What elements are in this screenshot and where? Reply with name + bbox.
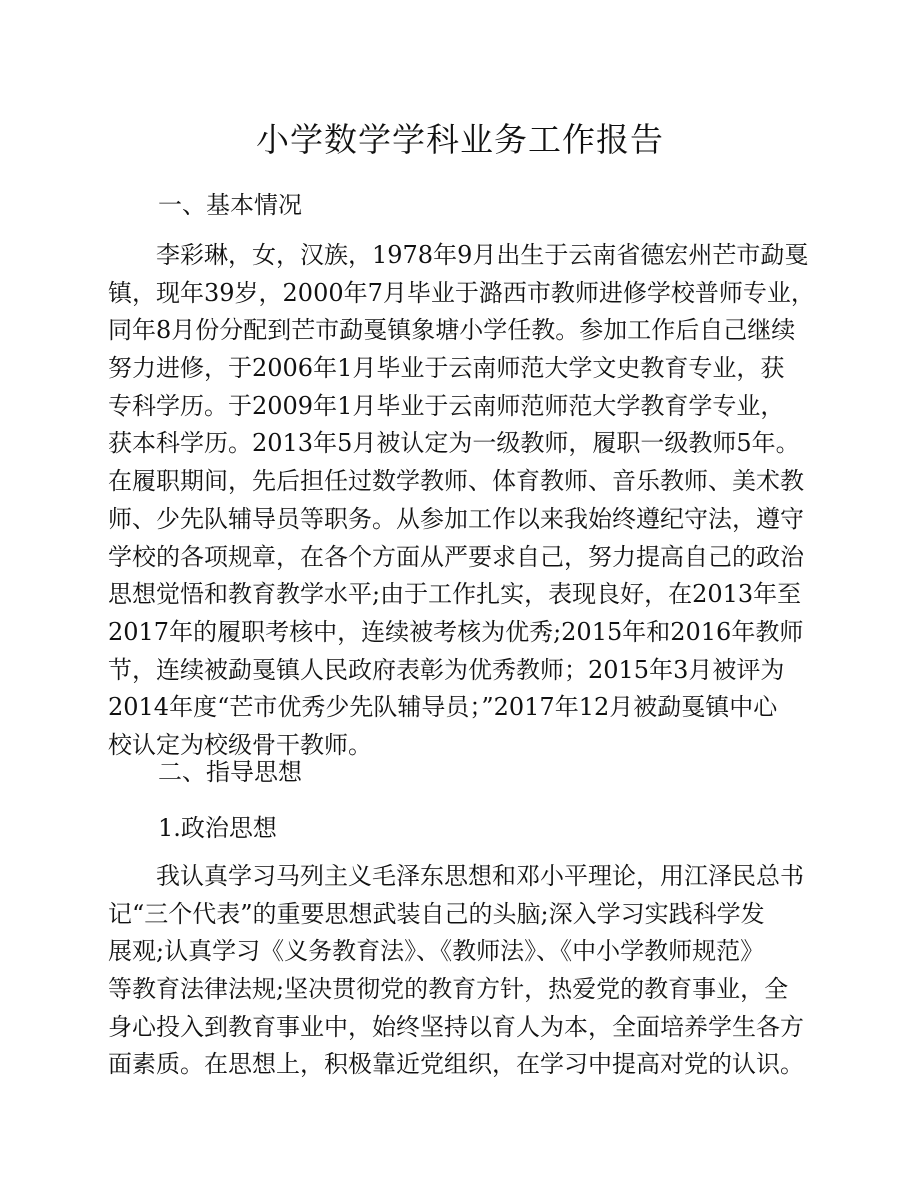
paragraph-line: 镇，现年39岁，2000年7月毕业于潞西市教师进修学校普师专业， [108, 278, 815, 307]
section-heading-basic-info: 一、基本情况 [158, 191, 302, 219]
paragraph-line: 同年8月份分配到芒市勐戛镇象塘小学任教。参加工作后自己继续 [108, 316, 796, 345]
paragraph-line: 李彩琳，女，汉族，1978年9月出生于云南省德宏州芒市勐戛 [108, 241, 809, 269]
paragraph-line: 节，连续被勐戛镇人民政府表彰为优秀教师；2015年3月被评为 [108, 655, 785, 684]
paragraph-line: 专科学历。于2009年1月毕业于云南师范师范大学教育学专业， [108, 391, 785, 420]
paragraph-line: 2014年度“芒市优秀少先队辅导员；”2017年12月被勐戛镇中心 [108, 693, 778, 722]
paragraph-line: 2017年的履职考核中，连续被考核为优秀;2015年和2016年教师 [108, 617, 804, 646]
paragraph-line: 师、少先队辅导员等职务。从参加工作以来我始终遵纪守法，遵守 [108, 504, 804, 533]
paragraph-line: 学校的各项规章，在各个方面从严要求自己，努力提高自己的政治 [108, 542, 804, 571]
subsection-heading-political-thought: 1.政治思想 [158, 814, 277, 842]
paragraph-line: 面素质。在思想上，积极靠近党组织，在学习中提高对党的认识。 [108, 1050, 804, 1079]
paragraph-line: 思想觉悟和教育教学水平;由于工作扎实，表现良好，在2013年至 [108, 580, 802, 609]
political-thought-paragraph [108, 858, 828, 1084]
paragraph-line: 获本科学历。2013年5月被认定为一级教师，履职一级教师5年。 [108, 429, 800, 458]
paragraph-line: 等教育法律法规;坚决贯彻党的教育方针，热爱党的教育事业，全 [108, 975, 789, 1004]
section-heading-guiding-thought: 二、指导思想 [158, 758, 302, 786]
paragraph-line: 在履职期间，先后担任过数学教师、体育教师、音乐教师、美术教 [108, 467, 804, 496]
document-title: 小学数学学科业务工作报告 [256, 120, 664, 159]
paragraph-line: 记“三个代表”的重要思想武装自己的头脑;深入学习实践科学发 [108, 899, 765, 928]
paragraph-line: 努力进修，于2006年1月毕业于云南师范大学文史教育专业，获 [108, 354, 785, 383]
paragraph-line: 校认定为校级骨干教师。 [108, 730, 372, 759]
paragraph-line: 身心投入到教育事业中，始终坚持以育人为本，全面培养学生各方 [108, 1012, 804, 1041]
basic-info-paragraph [108, 237, 828, 765]
paragraph-line: 我认真学习马列主义毛泽东思想和邓小平理论，用江泽民总书 [108, 862, 804, 890]
paragraph-line: 展观;认真学习《义务教育法》、《教师法》、《中小学教师规范》 [108, 937, 765, 966]
